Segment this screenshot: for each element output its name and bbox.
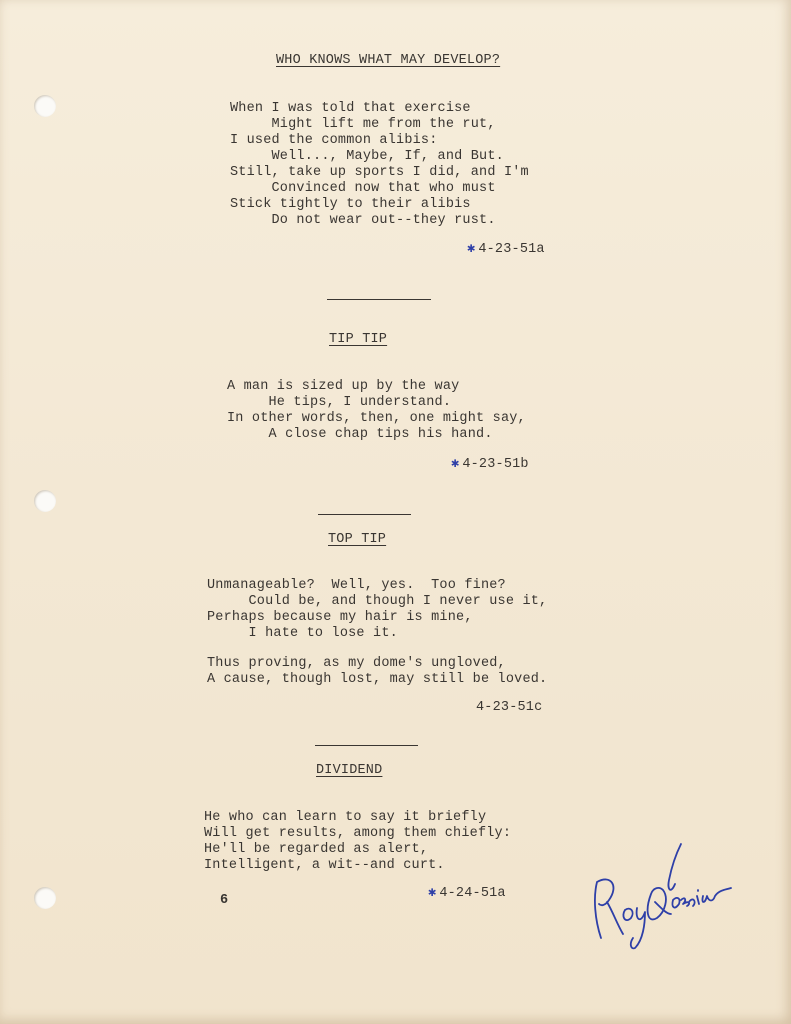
poem-line: In other words, then, one might say, (227, 411, 526, 426)
binder-hole-middle (34, 490, 56, 512)
poem-line: A close chap tips his hand. (227, 427, 493, 442)
poem-line: Well..., Maybe, If, and But. (230, 149, 504, 164)
poem-line: A cause, though lost, may still be loved. (207, 672, 548, 687)
signature-icon (585, 840, 735, 950)
asterisk-mark-icon: ✱ (451, 457, 460, 472)
poem-line: Stick tightly to their alibis (230, 197, 471, 212)
section-divider (318, 514, 411, 515)
poem-line: Do not wear out--they rust. (230, 213, 496, 228)
poem-date-code (451, 455, 529, 472)
poem-line: He who can learn to say it briefly (204, 810, 487, 825)
poem-line: Thus proving, as my dome's ungloved, (207, 656, 506, 671)
date-code-text: 4-23-51b (462, 457, 529, 472)
poem-title: WHO KNOWS WHAT MAY DEVELOP? (276, 53, 501, 68)
page-number: 6 (220, 893, 229, 908)
poem-line: Intelligent, a wit--and curt. (204, 858, 445, 873)
poem-line: I hate to lose it. (207, 626, 398, 641)
poem-line: Unmanageable? Well, yes. Too fine? (207, 578, 506, 593)
poem-title: TOP TIP (328, 532, 387, 547)
section-divider (327, 299, 431, 300)
poem-line: Still, take up sports I did, and I'm (230, 165, 529, 180)
date-code-text: 4-23-51a (478, 242, 545, 257)
poem-line: Will get results, among them chiefly: (204, 826, 512, 841)
date-code-text: 4-23-51c (476, 700, 543, 715)
poem-date-code (428, 884, 506, 901)
asterisk-mark-icon: ✱ (428, 886, 437, 901)
poem-line: Might lift me from the rut, (230, 117, 496, 132)
poem-line: He'll be regarded as alert, (204, 842, 429, 857)
binder-hole-top (34, 95, 56, 117)
poem-line: Could be, and though I never use it, (207, 594, 548, 609)
poem-line: Convinced now that who must (230, 181, 496, 196)
poem-title: TIP TIP (329, 332, 388, 347)
asterisk-mark-icon: ✱ (467, 242, 476, 257)
poem-date-code (476, 700, 542, 715)
section-divider (315, 745, 418, 746)
poem-line: Perhaps because my hair is mine, (207, 610, 473, 625)
poem-title: DIVIDEND (316, 763, 383, 778)
date-code-text: 4-24-51a (439, 886, 506, 901)
poem-line: A man is sized up by the way (227, 379, 460, 394)
poem-line: I used the common alibis: (230, 133, 438, 148)
poem-line: He tips, I understand. (227, 395, 452, 410)
binder-hole-bottom (34, 887, 56, 909)
poem-line: When I was told that exercise (230, 101, 471, 116)
poem-date-code (467, 240, 545, 257)
